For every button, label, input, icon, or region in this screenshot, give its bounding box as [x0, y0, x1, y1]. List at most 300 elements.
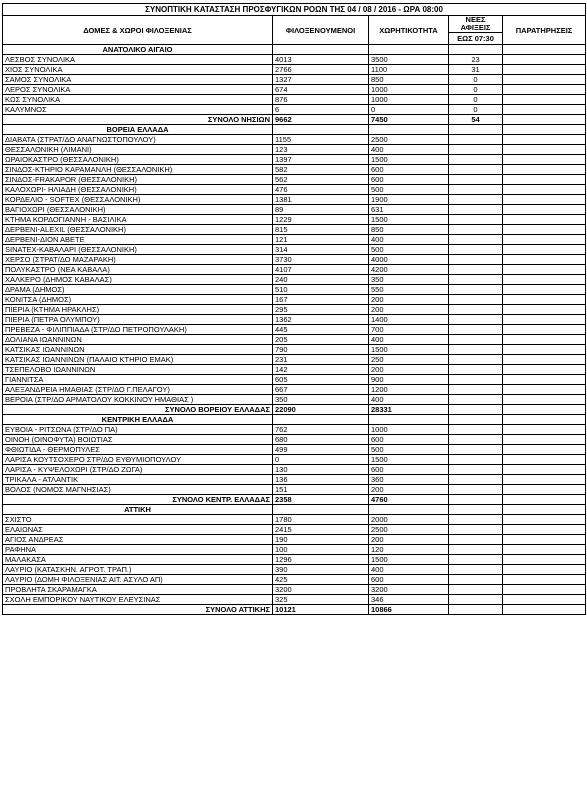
paratiriseis-cell: [503, 275, 586, 285]
filoxenoumenoi-value: 167: [273, 295, 369, 305]
empty-cell: [503, 505, 586, 515]
filoxenoumenoi-value: 121: [273, 235, 369, 245]
structure-name: ΟΙΝΟΗ (ΟΙΝΟΦΥΤΑ) ΒΟΙΩΤΙΑΣ: [3, 435, 273, 445]
filoxenoumenoi-value: 100: [273, 545, 369, 555]
nees-afixeis-value: 0: [449, 85, 503, 95]
nees-afixeis-value: [449, 315, 503, 325]
section-title: ΑΝΑΤΟΛΙΚΟ ΑΙΓΑΙΟ: [3, 45, 273, 55]
structure-name: ΛΑΡΙΣΑ ΚΟΥΤΣΟΧΕΡΟ ΣΤΡ/ΔΟ ΕΥΘΥΜΙΟΠΟΥΛΟΥ: [3, 455, 273, 465]
table-row: [3, 475, 586, 485]
structure-name: ΛΑΡΙΣΑ - ΚΥΨΕΛΟΧΩΡΙ (ΣΤΡ/ΔΟ ΖΩΓΑ): [3, 465, 273, 475]
xoritikotita-value: 700: [369, 325, 449, 335]
table-row: [3, 485, 586, 495]
xoritikotita-value: 500: [369, 245, 449, 255]
filoxenoumenoi-value: 425: [273, 575, 369, 585]
xoritikotita-value: 4000: [369, 255, 449, 265]
xoritikotita-value: 4200: [369, 265, 449, 275]
xoritikotita-value: 200: [369, 305, 449, 315]
table-row: [3, 555, 586, 565]
xoritikotita-value: 120: [369, 545, 449, 555]
total-row: [3, 495, 586, 505]
nees-afixeis-value: [449, 305, 503, 315]
xoritikotita-value: 400: [369, 395, 449, 405]
xoritikotita-value: 2500: [369, 135, 449, 145]
nees-afixeis-value: [449, 185, 503, 195]
total-nees-afixeis: [449, 605, 503, 615]
structure-name: ΠΡΟΒΛΗΤΑ ΣΚΑΡΑΜΑΓΚΑ: [3, 585, 273, 595]
paratiriseis-cell: [503, 225, 586, 235]
filoxenoumenoi-value: 3730: [273, 255, 369, 265]
filoxenoumenoi-value: 130: [273, 465, 369, 475]
xoritikotita-value: 500: [369, 185, 449, 195]
table-row: [3, 195, 586, 205]
structure-name: ΠΡΕΒΕΖΑ - ΦΙΛΙΠΠΙΑΔΑ (ΣΤΡ/ΔΟ ΠΕΤΡΟΠΟΥΛΑΚΗ): [3, 325, 273, 335]
filoxenoumenoi-value: 476: [273, 185, 369, 195]
paratiriseis-cell: [503, 325, 586, 335]
xoritikotita-value: 400: [369, 145, 449, 155]
filoxenoumenoi-value: 3200: [273, 585, 369, 595]
nees-afixeis-value: [449, 555, 503, 565]
total-filoxenoumenoi: 10121: [273, 605, 369, 615]
total-xoritikotita: 7450: [369, 115, 449, 125]
report-title: ΣΥΝΟΠΤΙΚΗ ΚΑΤΑΣΤΑΣΗ ΠΡΟΣΦΥΓΙΚΩΝ ΡΟΩΝ ΤΗΣ 04 / 08 / 2016 - ΩΡΑ 08:00: [3, 4, 586, 16]
filoxenoumenoi-value: 2415: [273, 525, 369, 535]
table-row: [3, 445, 586, 455]
filoxenoumenoi-value: 4013: [273, 55, 369, 65]
section-row: [3, 505, 586, 515]
structure-name: ΤΡΙΚΑΛΑ - ΑΤΛΑΝΤΙΚ: [3, 475, 273, 485]
structure-name: ΚΟΡΔΕΛΙΟ - SOFTEX (ΘΕΣΣΑΛΟΝΙΚΗ): [3, 195, 273, 205]
table-row: [3, 145, 586, 155]
header-eos: ΕΩΣ 07:30: [449, 33, 503, 45]
total-xoritikotita: 4760: [369, 495, 449, 505]
empty-cell: [503, 125, 586, 135]
paratiriseis-cell: [503, 425, 586, 435]
nees-afixeis-value: 0: [449, 105, 503, 115]
xoritikotita-value: 550: [369, 285, 449, 295]
nees-afixeis-value: [449, 245, 503, 255]
refugee-flows-table: [2, 3, 586, 615]
structure-name: ΦΘΙΩΤΙΔΑ - ΘΕΡΜΟΠΥΛΕΣ: [3, 445, 273, 455]
table-row: [3, 325, 586, 335]
paratiriseis-cell: [503, 245, 586, 255]
xoritikotita-value: 1500: [369, 555, 449, 565]
xoritikotita-value: 1500: [369, 345, 449, 355]
structure-name: ΕΛΑΙΩΝΑΣ: [3, 525, 273, 535]
paratiriseis-cell: [503, 65, 586, 75]
filoxenoumenoi-value: 815: [273, 225, 369, 235]
nees-afixeis-value: [449, 225, 503, 235]
empty-cell: [369, 415, 449, 425]
paratiriseis-cell: [503, 115, 586, 125]
nees-afixeis-value: [449, 525, 503, 535]
structure-name: ΣΙΝΔΟΣ-ΚΤΗΡΙΟ ΚΑΡΑΜΑΝΛΗ (ΘΕΣΣΑΛΟΝΙΚΗ): [3, 165, 273, 175]
xoritikotita-value: 400: [369, 565, 449, 575]
filoxenoumenoi-value: 240: [273, 275, 369, 285]
structure-name: ΒΑΓΙΟΧΩΡΙ (ΘΕΣΣΑΛΟΝΙΚΗ): [3, 205, 273, 215]
filoxenoumenoi-value: 667: [273, 385, 369, 395]
nees-afixeis-value: [449, 295, 503, 305]
paratiriseis-cell: [503, 285, 586, 295]
nees-afixeis-value: [449, 365, 503, 375]
table-row: [3, 285, 586, 295]
nees-afixeis-value: [449, 275, 503, 285]
paratiriseis-cell: [503, 255, 586, 265]
paratiriseis-cell: [503, 445, 586, 455]
nees-afixeis-value: 0: [449, 75, 503, 85]
paratiriseis-cell: [503, 205, 586, 215]
table-row: [3, 205, 586, 215]
xoritikotita-value: 600: [369, 465, 449, 475]
structure-name: ΚΤΗΜΑ ΚΟΡΔΟΓΙΑΝΝΗ - ΒΑΣΙΛΙΚΑ: [3, 215, 273, 225]
xoritikotita-value: 200: [369, 365, 449, 375]
paratiriseis-cell: [503, 295, 586, 305]
filoxenoumenoi-value: 1381: [273, 195, 369, 205]
paratiriseis-cell: [503, 565, 586, 575]
structure-name: ΓΙΑΝΝΙΤΣΑ: [3, 375, 273, 385]
xoritikotita-value: 1900: [369, 195, 449, 205]
structure-name: ΧΕΡΣΟ (ΣΤΡΑΤ/ΔΟ ΜΑΖΑΡΑΚΗ): [3, 255, 273, 265]
nees-afixeis-value: [449, 145, 503, 155]
xoritikotita-value: 400: [369, 335, 449, 345]
nees-afixeis-value: [449, 205, 503, 215]
filoxenoumenoi-value: 350: [273, 395, 369, 405]
structure-name: ΠΙΕΡΙΑ (ΚΤΗΜΑ ΗΡΑΚΛΗΣ): [3, 305, 273, 315]
xoritikotita-value: 1000: [369, 85, 449, 95]
paratiriseis-cell: [503, 465, 586, 475]
paratiriseis-cell: [503, 385, 586, 395]
xoritikotita-value: 1100: [369, 65, 449, 75]
xoritikotita-value: 3200: [369, 585, 449, 595]
filoxenoumenoi-value: 136: [273, 475, 369, 485]
nees-afixeis-value: [449, 215, 503, 225]
table-row: [3, 165, 586, 175]
structure-name: ΚΑΤΣΙΚΑΣ ΙΩΑΝΝΙΝΩΝ: [3, 345, 273, 355]
structure-name: ΘΕΣΣΑΛΟΝΙΚΗ (ΛΙΜΑΝΙ): [3, 145, 273, 155]
structure-name: ΡΑΦΗΝΑ: [3, 545, 273, 555]
nees-afixeis-value: [449, 465, 503, 475]
xoritikotita-value: 0: [369, 105, 449, 115]
xoritikotita-value: 346: [369, 595, 449, 605]
nees-afixeis-value: [449, 565, 503, 575]
structure-name: ΚΩΣ ΣΥΝΟΛΙΚΑ: [3, 95, 273, 105]
total-row: [3, 605, 586, 615]
structure-name: ΔΟΛΙΑΝΑ ΙΩΑΝΝΙΝΩΝ: [3, 335, 273, 345]
filoxenoumenoi-value: 445: [273, 325, 369, 335]
nees-afixeis-value: [449, 575, 503, 585]
header-nees-afixeis: ΝΕΕΣ ΑΦΙΞΕΙΣ: [449, 16, 503, 33]
nees-afixeis-value: [449, 485, 503, 495]
xoritikotita-value: 2000: [369, 515, 449, 525]
section-row: [3, 125, 586, 135]
nees-afixeis-value: 0: [449, 95, 503, 105]
filoxenoumenoi-value: 4107: [273, 265, 369, 275]
table-row: [3, 355, 586, 365]
table-row: [3, 135, 586, 145]
xoritikotita-value: 1500: [369, 455, 449, 465]
total-filoxenoumenoi: 22090: [273, 405, 369, 415]
xoritikotita-value: 200: [369, 535, 449, 545]
paratiriseis-cell: [503, 605, 586, 615]
xoritikotita-value: 250: [369, 355, 449, 365]
paratiriseis-cell: [503, 215, 586, 225]
paratiriseis-cell: [503, 305, 586, 315]
empty-cell: [369, 505, 449, 515]
section-title: ΚΕΝΤΡΙΚΗ ΕΛΛΑΔΑ: [3, 415, 273, 425]
table-row: [3, 465, 586, 475]
table-row: [3, 335, 586, 345]
paratiriseis-cell: [503, 55, 586, 65]
table-row: [3, 315, 586, 325]
section-row: [3, 415, 586, 425]
nees-afixeis-value: [449, 445, 503, 455]
total-label: ΣΥΝΟΛΟ ΚΕΝΤΡ. ΕΛΛΑΔΑΣ: [3, 495, 273, 505]
filoxenoumenoi-value: 790: [273, 345, 369, 355]
empty-cell: [369, 125, 449, 135]
paratiriseis-cell: [503, 365, 586, 375]
empty-cell: [449, 45, 503, 55]
structure-name: ΔΡΑΜΑ (ΔΗΜΟΣ): [3, 285, 273, 295]
nees-afixeis-value: [449, 545, 503, 555]
filoxenoumenoi-value: 325: [273, 595, 369, 605]
filoxenoumenoi-value: 674: [273, 85, 369, 95]
paratiriseis-cell: [503, 475, 586, 485]
total-row: [3, 405, 586, 415]
table-row: [3, 515, 586, 525]
structure-name: ΛΑΥΡΙΟ (ΔΟΜΗ ΦΙΛΟΞΕΝΙΑΣ ΑΙΤ. ΑΣΥΛΟ ΑΠ): [3, 575, 273, 585]
paratiriseis-cell: [503, 95, 586, 105]
nees-afixeis-value: [449, 385, 503, 395]
filoxenoumenoi-value: 1362: [273, 315, 369, 325]
paratiriseis-cell: [503, 545, 586, 555]
filoxenoumenoi-value: 0: [273, 455, 369, 465]
xoritikotita-value: 200: [369, 485, 449, 495]
paratiriseis-cell: [503, 555, 586, 565]
paratiriseis-cell: [503, 355, 586, 365]
table-row: [3, 175, 586, 185]
nees-afixeis-value: [449, 325, 503, 335]
header-domes: ΔΟΜΕΣ & ΧΩΡΟΙ ΦΙΛΟΞΕΝΙΑΣ: [3, 16, 273, 45]
xoritikotita-value: 1200: [369, 385, 449, 395]
paratiriseis-cell: [503, 155, 586, 165]
structure-name: ΛΕΡΟΣ ΣΥΝΟΛΙΚΑ: [3, 85, 273, 95]
structure-name: ΧΙΟΣ ΣΥΝΟΛΙΚΑ: [3, 65, 273, 75]
filoxenoumenoi-value: 1296: [273, 555, 369, 565]
xoritikotita-value: 3500: [369, 55, 449, 65]
paratiriseis-cell: [503, 455, 586, 465]
structure-name: ΑΓΙΟΣ ΑΝΔΡΕΑΣ: [3, 535, 273, 545]
empty-cell: [449, 415, 503, 425]
nees-afixeis-value: [449, 255, 503, 265]
filoxenoumenoi-value: 6: [273, 105, 369, 115]
nees-afixeis-value: [449, 425, 503, 435]
paratiriseis-cell: [503, 525, 586, 535]
empty-cell: [503, 45, 586, 55]
table-row: [3, 575, 586, 585]
total-nees-afixeis: [449, 405, 503, 415]
structure-name: ΚΑΛΟΧΩΡΙ- ΗΛΙΑΔΗ (ΘΕΣΣΑΛΟΝΙΚΗ): [3, 185, 273, 195]
filoxenoumenoi-value: 89: [273, 205, 369, 215]
table-row: [3, 385, 586, 395]
filoxenoumenoi-value: 295: [273, 305, 369, 315]
paratiriseis-cell: [503, 485, 586, 495]
empty-cell: [273, 45, 369, 55]
filoxenoumenoi-value: 876: [273, 95, 369, 105]
paratiriseis-cell: [503, 375, 586, 385]
filoxenoumenoi-value: 1155: [273, 135, 369, 145]
nees-afixeis-value: [449, 535, 503, 545]
filoxenoumenoi-value: 231: [273, 355, 369, 365]
structure-name: ΚΑΛΥΜΝΟΣ: [3, 105, 273, 115]
total-label: ΣΥΝΟΛΟ ΒΟΡΕΙΟΥ ΕΛΛΑΔΑΣ: [3, 405, 273, 415]
table-row: [3, 455, 586, 465]
table-row: [3, 395, 586, 405]
table-row: [3, 245, 586, 255]
structure-name: ΔΕΡΒΕΝΙ-ΔΙΟΝ ΑΒΕΤΕ: [3, 235, 273, 245]
nees-afixeis-value: [449, 175, 503, 185]
structure-name: ΠΙΕΡΙΑ (ΠΕΤΡΑ ΟΛΥΜΠΟΥ): [3, 315, 273, 325]
empty-cell: [369, 45, 449, 55]
table-row: [3, 585, 586, 595]
table-row: [3, 565, 586, 575]
filoxenoumenoi-value: 499: [273, 445, 369, 455]
nees-afixeis-value: [449, 395, 503, 405]
xoritikotita-value: 631: [369, 205, 449, 215]
table-row: [3, 105, 586, 115]
paratiriseis-cell: [503, 345, 586, 355]
paratiriseis-cell: [503, 75, 586, 85]
structure-name: ΒΟΛΟΣ (ΝΟΜΟΣ ΜΑΓΝΗΣΙΑΣ): [3, 485, 273, 495]
table-row: [3, 235, 586, 245]
empty-cell: [449, 125, 503, 135]
table-row: [3, 435, 586, 445]
total-row: [3, 115, 586, 125]
filoxenoumenoi-value: 190: [273, 535, 369, 545]
paratiriseis-cell: [503, 135, 586, 145]
header-filoxenoumenoi: ΦΙΛΟΞΕΝΟΥΜΕΝΟΙ: [273, 16, 369, 45]
nees-afixeis-value: [449, 435, 503, 445]
header-xoritikotita: ΧΩΡΗΤΙΚΟΤΗΤΑ: [369, 16, 449, 45]
table-row: [3, 155, 586, 165]
table-row: [3, 275, 586, 285]
table-row: [3, 525, 586, 535]
structure-name: ΤΣΕΠΕΛΟΒΟ ΙΩΑΝΝΙΝΩΝ: [3, 365, 273, 375]
nees-afixeis-value: [449, 595, 503, 605]
nees-afixeis-value: [449, 265, 503, 275]
xoritikotita-value: 1000: [369, 425, 449, 435]
paratiriseis-cell: [503, 265, 586, 275]
table-row: [3, 545, 586, 555]
paratiriseis-cell: [503, 85, 586, 95]
filoxenoumenoi-value: 562: [273, 175, 369, 185]
structure-name: ΑΛΕΞΑΝΔΡΕΙΑ ΗΜΑΘΙΑΣ (ΣΤΡ/ΔΟ Γ.ΠΕΛΑΓΟΥ): [3, 385, 273, 395]
nees-afixeis-value: [449, 585, 503, 595]
filoxenoumenoi-value: 390: [273, 565, 369, 575]
nees-afixeis-value: [449, 375, 503, 385]
nees-afixeis-value: [449, 335, 503, 345]
structure-name: ΕΥΒΟΙΑ - ΡΙΤΣΩΝΑ (ΣΤΡ/ΔΟ ΠΑ): [3, 425, 273, 435]
nees-afixeis-value: [449, 195, 503, 205]
xoritikotita-value: 200: [369, 295, 449, 305]
filoxenoumenoi-value: 2766: [273, 65, 369, 75]
filoxenoumenoi-value: 605: [273, 375, 369, 385]
nees-afixeis-value: [449, 515, 503, 525]
structure-name: ΚΟΝΙΤΣΑ (ΔΗΜΟΣ): [3, 295, 273, 305]
filoxenoumenoi-value: 582: [273, 165, 369, 175]
structure-name: ΛΑΥΡΙΟ (ΚΑΤΑΣΚΗΝ. ΑΓΡΟΤ. ΤΡΑΠ.): [3, 565, 273, 575]
paratiriseis-cell: [503, 195, 586, 205]
total-nees-afixeis: [449, 495, 503, 505]
total-filoxenoumenoi: 9662: [273, 115, 369, 125]
nees-afixeis-value: [449, 355, 503, 365]
filoxenoumenoi-value: 151: [273, 485, 369, 495]
section-row: [3, 45, 586, 55]
paratiriseis-cell: [503, 595, 586, 605]
paratiriseis-cell: [503, 405, 586, 415]
structure-name: ΔΕΡΒΕΝΙ-ALEXIL (ΘΕΣΣΑΛΟΝΙΚΗ): [3, 225, 273, 235]
xoritikotita-value: 600: [369, 165, 449, 175]
xoritikotita-value: 1500: [369, 215, 449, 225]
nees-afixeis-value: [449, 475, 503, 485]
paratiriseis-cell: [503, 315, 586, 325]
paratiriseis-cell: [503, 575, 586, 585]
xoritikotita-value: 600: [369, 435, 449, 445]
filoxenoumenoi-value: 1397: [273, 155, 369, 165]
table-row: [3, 55, 586, 65]
paratiriseis-cell: [503, 435, 586, 445]
filoxenoumenoi-value: 1780: [273, 515, 369, 525]
xoritikotita-value: 600: [369, 575, 449, 585]
xoritikotita-value: 850: [369, 75, 449, 85]
structure-name: SINATEX-ΚΑΒΑΛΑΡΙ (ΘΕΣΣΑΛΟΝΙΚΗ): [3, 245, 273, 255]
xoritikotita-value: 1400: [369, 315, 449, 325]
table-row: [3, 225, 586, 235]
nees-afixeis-value: [449, 345, 503, 355]
header-paratiriseis: ΠΑΡΑΤΗΡΗΣΕΙΣ: [503, 16, 586, 45]
structure-name: ΚΑΤΣΙΚΑΣ ΙΩΑΝΝΙΝΩΝ (ΠΑΛΑΙΟ ΚΤΗΡΙΟ ΕΜΑΚ): [3, 355, 273, 365]
structure-name: ΠΟΛΥΚΑΣΤΡΟ (ΝΕΑ ΚΑΒΑΛΑ): [3, 265, 273, 275]
filoxenoumenoi-value: 510: [273, 285, 369, 295]
xoritikotita-value: 900: [369, 375, 449, 385]
paratiriseis-cell: [503, 105, 586, 115]
section-title: ΑΤΤΙΚΗ: [3, 505, 273, 515]
total-nees-afixeis: 54: [449, 115, 503, 125]
nees-afixeis-value: 31: [449, 65, 503, 75]
paratiriseis-cell: [503, 515, 586, 525]
nees-afixeis-value: [449, 285, 503, 295]
structure-name: ΧΑΛΚΕΡΟ (ΔΗΜΟΣ ΚΑΒΑΛΑΣ): [3, 275, 273, 285]
paratiriseis-cell: [503, 495, 586, 505]
filoxenoumenoi-value: 1229: [273, 215, 369, 225]
filoxenoumenoi-value: 123: [273, 145, 369, 155]
total-label: ΣΥΝΟΛΟ ΑΤΤΙΚΗΣ: [3, 605, 273, 615]
total-xoritikotita: 10866: [369, 605, 449, 615]
structure-name: ΣΙΝΔΟΣ-FRAKAPOR (ΘΕΣΣΑΛΟΝΙΚΗ): [3, 175, 273, 185]
paratiriseis-cell: [503, 395, 586, 405]
paratiriseis-cell: [503, 235, 586, 245]
structure-name: ΜΑΛΑΚΑΣΑ: [3, 555, 273, 565]
table-row: [3, 365, 586, 375]
xoritikotita-value: 350: [369, 275, 449, 285]
table-row: [3, 65, 586, 75]
paratiriseis-cell: [503, 585, 586, 595]
filoxenoumenoi-value: 762: [273, 425, 369, 435]
xoritikotita-value: 600: [369, 175, 449, 185]
table-row: [3, 295, 586, 305]
structure-name: ΔΙΑΒΑΤΑ (ΣΤΡΑΤ/ΔΟ ΑΝΑΓΝΩΣΤΟΠΟΥΛΟΥ): [3, 135, 273, 145]
structure-name: ΛΕΣΒΟΣ ΣΥΝΟΛΙΚΑ: [3, 55, 273, 65]
empty-cell: [273, 505, 369, 515]
